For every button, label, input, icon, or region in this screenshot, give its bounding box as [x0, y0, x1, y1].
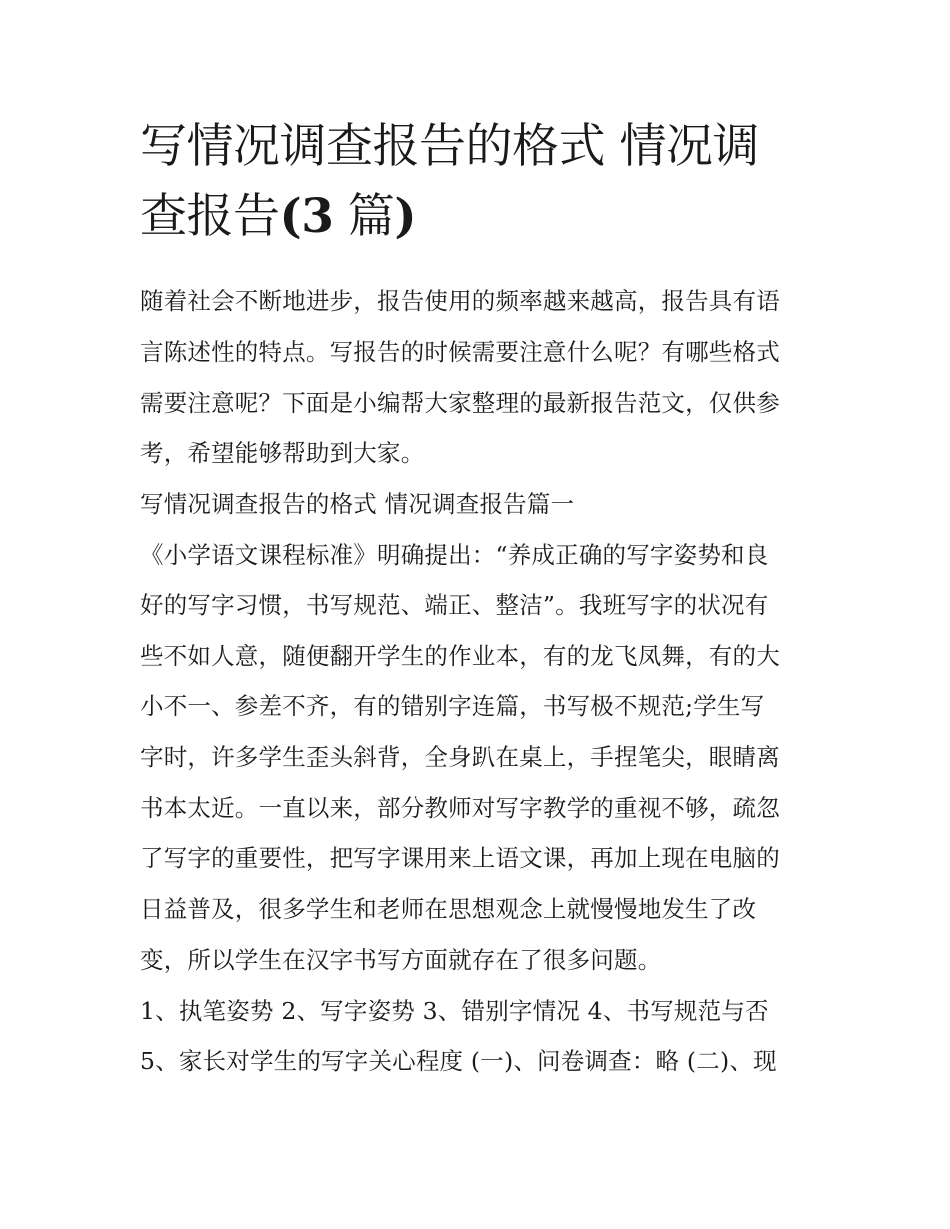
intro-line-1: 随着社会不断地进步，报告使用的频率越来越高，报告具有语 — [140, 287, 780, 315]
intro-line-3: 需要注意呢？下面是小编帮大家整理的最新报告范文，仅供参 — [140, 389, 780, 417]
body-line-1: 《小学语文课程标准》明确提出：“养成正确的写字姿势和良 — [140, 541, 769, 569]
body-line-9: 变，所以学生在汉字书写方面就存在了很多问题。 — [140, 946, 662, 974]
section-heading: 写情况调查报告的格式 情况调查报告篇一 — [140, 490, 575, 518]
body-line-2: 好的写字习惯，书写规范、端正、整洁”。我班写字的状况有 — [140, 591, 769, 619]
list-line-2: 5、家长对学生的写字关心程度 (一)、问卷调查：略 (二)、现 — [140, 1047, 777, 1075]
title-line-2-number: (3 — [279, 189, 334, 244]
title-line-2-middle: 篇 — [333, 189, 395, 244]
body-line-6: 书本太近。一直以来，部分教师对写字教学的重视不够，疏忽 — [140, 794, 780, 822]
intro-line-4: 考，希望能够帮助到大家。 — [140, 439, 425, 467]
body-line-5: 字时，许多学生歪头斜背，全身趴在桌上，手捏笔尖，眼睛离 — [140, 743, 780, 771]
body-line-8: 日益普及，很多学生和老师在思想观念上就慢慢地发生了改 — [140, 895, 757, 923]
list-line-1: 1、执笔姿势 2、写字姿势 3、错别字情况 4、书写规范与否 — [140, 997, 769, 1025]
intro-line-2: 言陈述性的特点。写报告的时候需要注意什么呢？有哪些格式 — [140, 338, 780, 366]
body-line-4: 小不一、参差不齐，有的错别字连篇，书写极不规范;学生写 — [140, 692, 765, 720]
body-line-7: 了写字的重要性，把写字课用来上语文课，再加上现在电脑的 — [140, 844, 780, 872]
title-line-1: 写情况调查报告的格式 情况调 — [140, 119, 759, 174]
title-line-2-prefix: 查报告 — [140, 189, 280, 244]
body-line-3: 些不如人意，随便翻开学生的作业本，有的龙飞凤舞，有的大 — [140, 642, 780, 670]
document-title — [140, 112, 820, 252]
title-line-2-suffix: ) — [394, 189, 417, 244]
